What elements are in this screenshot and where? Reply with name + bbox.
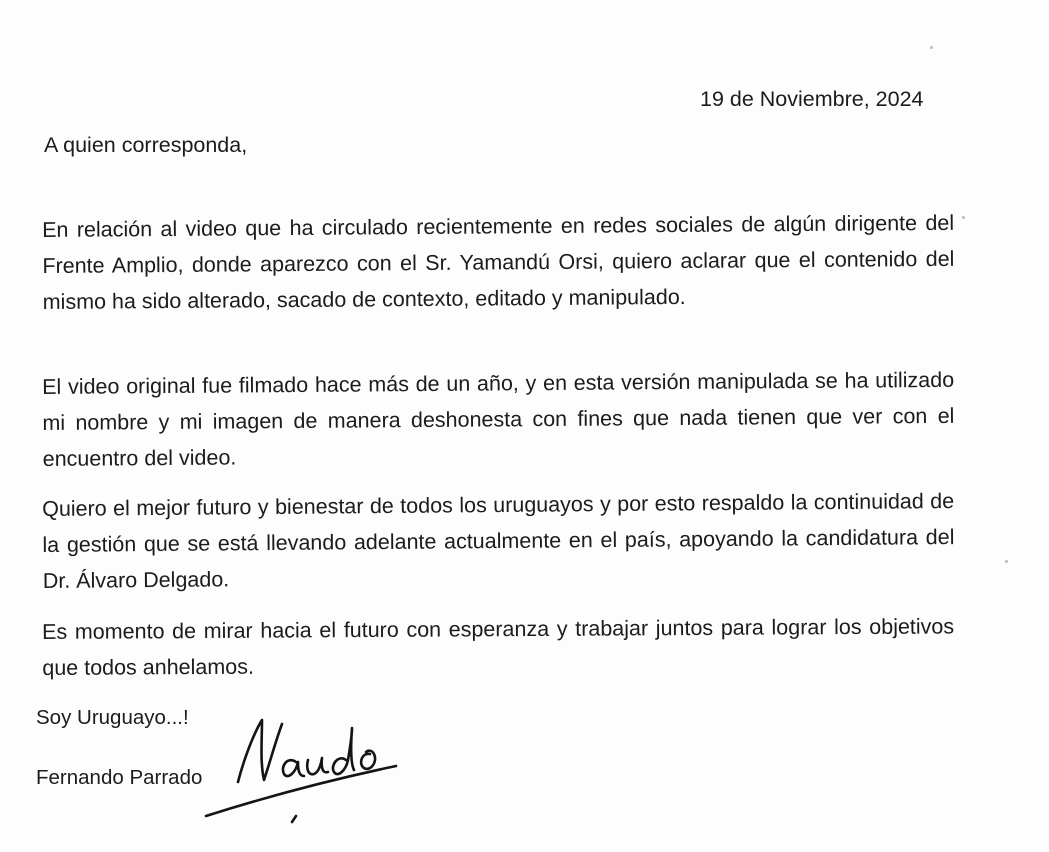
signer-name: Fernando Parrado [36,766,203,789]
paragraph-future: Es momento de mirar hacia el futuro con esperanza y trabajar juntos para lograr los objetivos que todos anhelamos. [42,614,955,680]
paper-speck [1005,560,1008,563]
handwritten-signature [200,706,410,826]
letter-date: 19 de Noviembre, 2024 [700,87,924,111]
letter-greeting: A quien corresponda, [44,133,248,157]
paper-speck [962,216,965,219]
paragraph-original-video: El video original fue filmado hace más de un año, y en esta versión manipulada se ha utilizado mi nombre y mi imagen de manera deshonesta con fines que nada tienen que ver con el encuentro del video. [42,367,955,471]
paragraph-support-candidate: Quiero el mejor futuro y bienestar de todos los uruguayos y por esto respaldo la continuidad de la gestión que se está llevando adelante actualmente en el país, apoyando la candidatura del Dr. Álvaro Delgado. [42,489,955,593]
letter-closing: Soy Uruguayo...! [36,706,189,729]
paragraph-video-clarification: En relación al video que ha circulado recientemente en redes sociales de algún dirigente del Frente Amplio, donde aparezco con el Sr. Yamandú Orsi, quiero aclarar que el contenido del mismo ha sido alterado, sacado de contexto, editado y manipulado. [42,210,955,314]
paper-speck [930,46,933,49]
